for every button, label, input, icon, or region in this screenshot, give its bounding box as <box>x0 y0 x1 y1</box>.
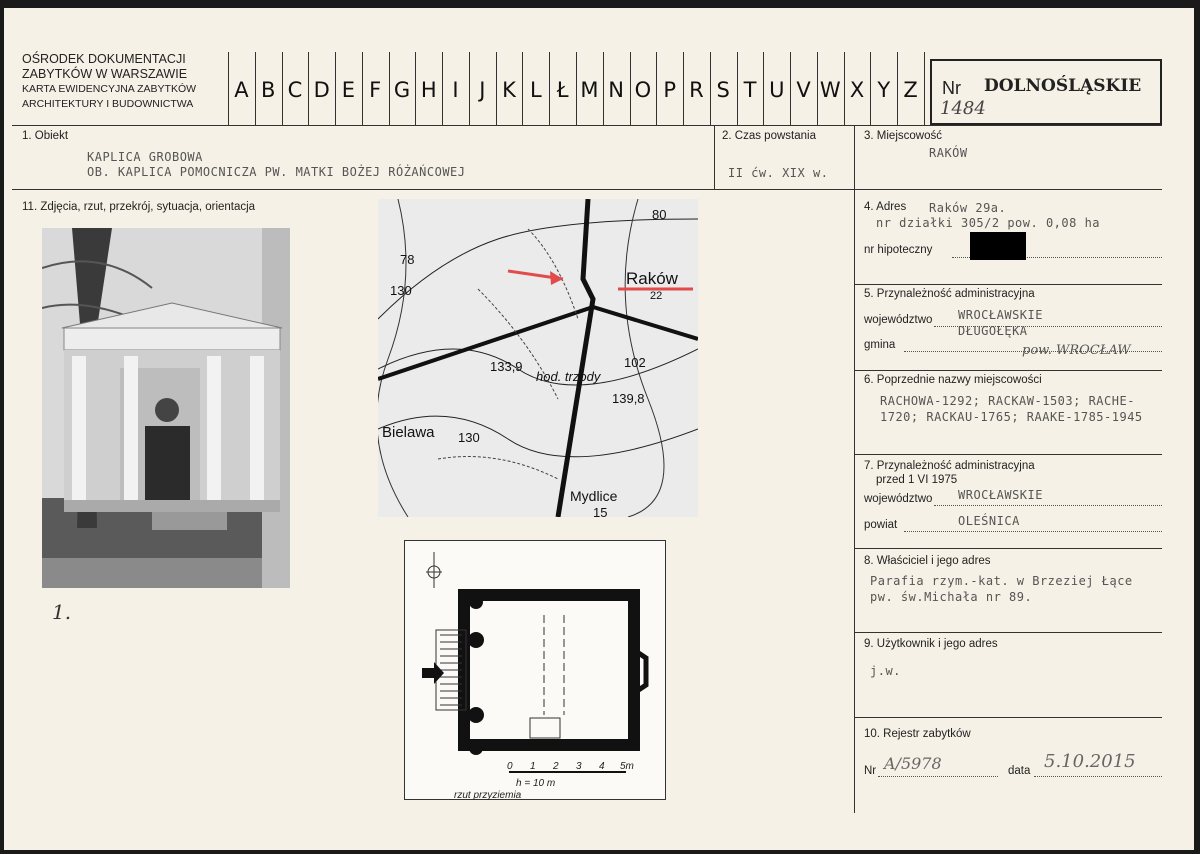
map-label-hod: hod. trzody <box>536 369 601 384</box>
powiat-label: powiat <box>864 519 898 531</box>
adres-label: 4. Adres <box>864 201 907 213</box>
przynaleznosc2-label: 7. Przynależność administracyjna <box>864 460 1035 472</box>
uzytkownik-value: j.w. <box>870 664 901 678</box>
map-label-1398: 139,8 <box>612 391 645 406</box>
czas-label: 2. Czas powstania <box>722 130 816 142</box>
index-letter: X <box>849 78 865 102</box>
scale-tick-3: 3 <box>576 761 582 772</box>
wojewodztwo2-label: województwo <box>864 493 933 505</box>
scale-tick-4: 4 <box>599 761 605 772</box>
index-letter: N <box>608 78 624 102</box>
redacted-block <box>970 232 1026 260</box>
index-letter: J <box>479 78 486 102</box>
index-letter: Y <box>877 78 891 102</box>
index-letter: E <box>341 78 356 102</box>
index-letter: C <box>287 78 303 102</box>
obiekt-value-line1: KAPLICA GROBOWA <box>87 150 203 164</box>
index-letter: A <box>234 78 249 102</box>
chapel-photo <box>42 228 290 588</box>
scale-tick-5: 5m <box>620 761 634 772</box>
map-label-bielawa: Bielawa <box>382 424 435 441</box>
index-letter: U <box>769 78 785 102</box>
index-letter: G <box>393 78 411 102</box>
wojewodztwo2-value: WROCŁAWSKIE <box>958 488 1043 502</box>
gmina-handwritten: pow. WROCŁAW <box>1022 343 1131 358</box>
nr-label: Nr <box>942 78 961 98</box>
index-letter: H <box>420 78 437 102</box>
index-letter: M <box>580 78 599 102</box>
powiat-value: OLEŚNICA <box>958 514 1020 528</box>
index-letter: R <box>689 78 704 102</box>
institution-name-line1: OŚRODEK DOKUMENTACJI <box>22 52 186 66</box>
miejscowosc-value: RAKÓW <box>929 146 968 160</box>
map-label-130b: 130 <box>458 430 480 445</box>
index-letter: L <box>529 78 542 102</box>
index-letter: S <box>716 78 730 102</box>
handwritten-number: 1484 <box>940 98 986 119</box>
gmina-label: gmina <box>864 339 896 351</box>
czas-value: II ćw. XIX w. <box>728 166 829 180</box>
miejscowosc-label: 3. Miejscowość <box>864 130 942 142</box>
map-label-78: 78 <box>400 252 415 267</box>
voivodeship-title: DOLNOŚLĄSKIE <box>984 76 1142 96</box>
index-letter: B <box>260 78 276 102</box>
wojewodztwo-value: WROCŁAWSKIE <box>958 308 1043 322</box>
index-letter: I <box>452 78 459 102</box>
poprzednie-label: 6. Poprzednie nazwy miejscowości <box>864 374 1042 386</box>
floor-plan <box>404 540 666 800</box>
record-card <box>4 8 1194 850</box>
obiekt-label: 1. Obiekt <box>22 130 69 142</box>
index-letter: T <box>743 78 757 102</box>
rejestr-data-value: 5.10.2015 <box>1044 751 1136 772</box>
obiekt-value-line2: OB. KAPLICA POMOCNICZA PW. MATKI BOŻEJ RÓŻAŃCOWEJ <box>87 165 466 179</box>
location-map <box>378 199 698 517</box>
photo-caption: 1. <box>52 600 72 624</box>
map-label-80: 80 <box>652 207 667 222</box>
map-label-raków: Raków <box>626 269 678 288</box>
institution-header <box>22 52 222 112</box>
index-letter: Ł <box>556 78 569 102</box>
rejestr-data-label: data <box>1008 765 1031 777</box>
wlasciciel-value-line1: Parafia rzym.-kat. w Brzeziej Łące <box>870 574 1133 588</box>
poprzednie-value-line1: RACHOWA-1292; RACKAW-1503; RACHE- <box>880 394 1135 408</box>
uzytkownik-label: 9. Użytkownik i jego adres <box>864 638 998 650</box>
index-letter: O <box>634 78 652 102</box>
map-label-22: 22 <box>650 290 663 302</box>
index-letter: Z <box>903 78 918 102</box>
hipoteczny-label: nr hipoteczny <box>864 244 933 256</box>
wlasciciel-value-line2: pw. św.Michała nr 89. <box>870 590 1033 604</box>
index-letter: W <box>819 78 841 102</box>
index-letter: D <box>313 78 330 102</box>
height-label: h = 10 m <box>516 778 556 789</box>
zdjecia-label: 11. Zdjęcia, rzut, przekrój, sytuacja, orientacja <box>22 201 256 213</box>
przynaleznosc-label: 5. Przynależność administracyjna <box>864 288 1035 300</box>
dzialka-value: nr działki 305/2 pow. 0,08 ha <box>876 216 1101 230</box>
rejestr-label: 10. Rejestr zabytków <box>864 728 971 740</box>
rejestr-nr-label: Nr <box>864 765 877 777</box>
gmina-value: DŁUGOŁĘKA <box>958 324 1028 338</box>
adres-value: Raków 29a. <box>929 201 1007 215</box>
card-type-line2: ARCHITEKTURY I BUDOWNICTWA <box>22 98 194 110</box>
przynaleznosc2-date: przed 1 VI 1975 <box>876 474 958 486</box>
index-letter: V <box>796 78 811 102</box>
rejestr-nr-value: A/5978 <box>884 754 942 773</box>
card-type-line1: KARTA EWIDENCYJNA ZABYTKÓW <box>22 83 197 95</box>
poprzednie-value-line2: 1720; RACKAU-1765; RAAKE-1785-1945 <box>880 410 1143 424</box>
map-label-102: 102 <box>624 355 646 370</box>
scale-tick-0: 0 <box>507 761 513 772</box>
institution-name-line2: ZABYTKÓW W WARSZAWIE <box>22 67 188 81</box>
index-letter: K <box>502 78 516 102</box>
index-letter: P <box>663 78 677 102</box>
map-label-1339: 133,9 <box>490 359 523 374</box>
wojewodztwo-label: województwo <box>864 314 933 326</box>
wlasciciel-label: 8. Właściciel i jego adres <box>864 555 991 567</box>
plan-caption: rzut przyziemia <box>454 790 522 800</box>
map-label-130a: 130 <box>390 283 412 298</box>
index-letter: F <box>369 78 382 102</box>
map-label-15: 15 <box>593 505 608 517</box>
scale-tick-2: 2 <box>553 761 559 772</box>
scale-tick-1: 1 <box>530 761 536 772</box>
map-label-mydlice: Mydlice <box>570 488 618 504</box>
